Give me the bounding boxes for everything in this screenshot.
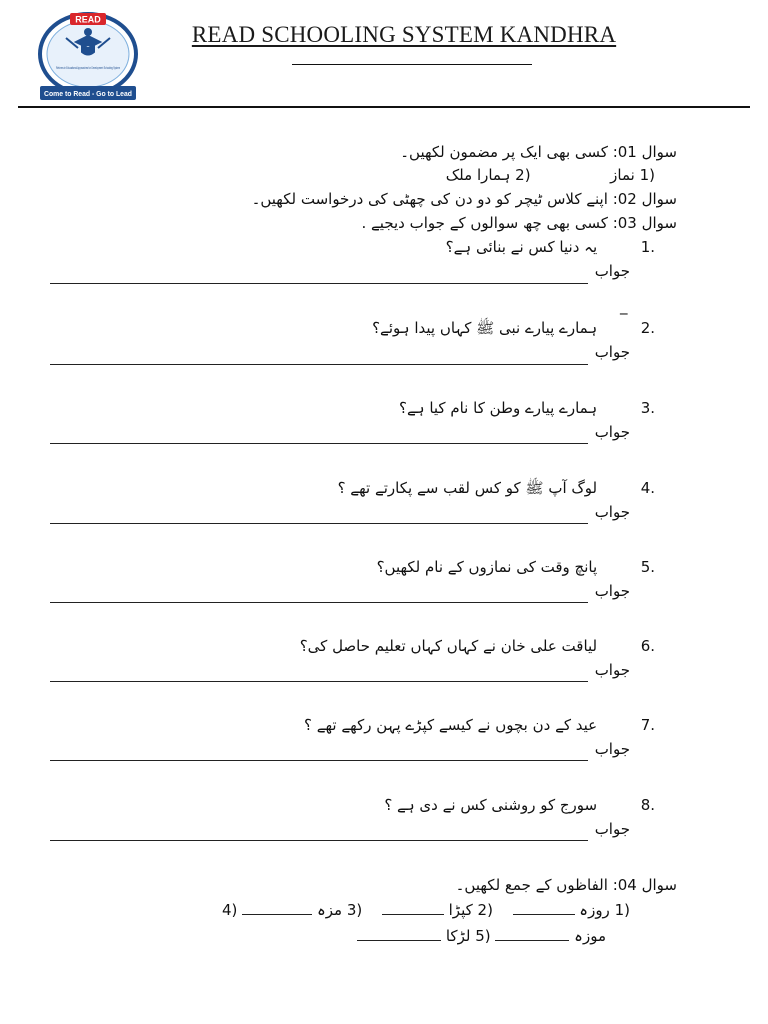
answer-label: جواب <box>594 740 630 758</box>
q3-question <box>446 237 655 257</box>
answer-label: جواب <box>594 582 630 600</box>
answer-line[interactable] <box>50 840 588 841</box>
answer-line[interactable] <box>50 283 588 284</box>
q2-label: سوال 02: <box>612 190 677 208</box>
question-number: 2. <box>640 319 655 337</box>
answer-blank[interactable] <box>242 900 312 915</box>
answer-line[interactable] <box>50 523 588 524</box>
answer-label: جواب <box>594 423 630 441</box>
q3-question <box>377 557 655 577</box>
page-title: READ SCHOOLING SYSTEM KANDHRA <box>191 22 617 47</box>
question-text: یہ دنیا کس نے بنائی ہے؟ <box>445 238 598 256</box>
q3-text: کسی بھی چھ سوالوں کے جواب دیجیے . <box>361 214 608 232</box>
question-number: 7. <box>640 716 655 734</box>
answer-blank[interactable] <box>495 926 569 941</box>
question-text: لیاقت علی خان نے کہاں کہاں تعلیم حاصل کی؟ <box>299 637 598 655</box>
question-number: 1. <box>640 238 655 256</box>
word-number: 4) <box>222 901 238 919</box>
word-number: 3) <box>346 901 363 919</box>
stray-mark: _ <box>620 297 628 315</box>
school-logo <box>38 12 144 104</box>
graduate-head-icon <box>84 28 92 36</box>
q1-label: سوال 01: <box>612 143 677 161</box>
q3-question <box>399 398 655 418</box>
word-text: کپڑا <box>448 901 473 919</box>
question-text: پانچ وقت کی نمازوں کے نام لکھیں؟ <box>376 558 598 576</box>
q3-question <box>300 636 655 656</box>
q4-heading <box>456 875 677 895</box>
q1-option-text: ہمارا ملک <box>445 166 511 184</box>
question-text: ہمارے پیارے نبی ﷺ کہاں پیدا ہوئے؟ <box>372 319 598 337</box>
word-number: 2) <box>477 901 493 919</box>
word-text: موزہ <box>574 927 606 945</box>
q4-text: الفاظوں کے جمع لکھیں۔ <box>455 876 608 894</box>
answer-line[interactable] <box>50 760 588 761</box>
question-text: سورج کو روشنی کس نے دی ہے ؟ <box>384 796 598 814</box>
q3-question <box>384 795 655 815</box>
q4-words-row-1 <box>222 900 630 920</box>
answer-blank[interactable] <box>357 926 441 941</box>
logo-banner-text: Come to Read - Go to Lead <box>44 89 133 98</box>
answer-label: جواب <box>594 503 630 521</box>
answer-line[interactable] <box>50 443 588 444</box>
q1-option-num: 2) <box>515 166 531 184</box>
answer-blank[interactable] <box>513 900 575 915</box>
question-number: 3. <box>640 399 655 417</box>
question-number: 4. <box>640 479 655 497</box>
q3-question <box>372 318 655 338</box>
answer-line[interactable] <box>50 681 588 682</box>
answer-blank[interactable] <box>382 900 444 915</box>
q4-words-row-2 <box>357 926 606 946</box>
q1-option-num: 1) <box>639 166 655 184</box>
q3-question <box>338 478 655 498</box>
q2-heading <box>252 189 677 209</box>
header-divider <box>18 106 750 108</box>
q3-question <box>304 715 655 735</box>
word-text: لڑکا <box>445 927 471 945</box>
title-rule <box>292 64 532 65</box>
question-number: 8. <box>640 796 655 814</box>
question-text: لوگ آپ ﷺ کو کس لقب سے پکارتے تھے ؟ <box>337 479 598 497</box>
question-number: 6. <box>640 637 655 655</box>
q1-text: کسی بھی ایک پر مضمون لکھیں۔ <box>400 143 608 161</box>
answer-label: جواب <box>594 820 630 838</box>
answer-label: جواب <box>594 343 630 361</box>
answer-label: جواب <box>594 262 630 280</box>
logo-top-text: READ <box>75 14 101 25</box>
answer-line[interactable] <box>50 602 588 603</box>
q4-label: سوال 04: <box>612 876 677 894</box>
question-text: ہمارے پیارے وطن کا نام کیا ہے؟ <box>399 399 598 417</box>
question-number: 5. <box>640 558 655 576</box>
answer-line[interactable] <box>50 364 588 365</box>
q2-text: اپنے کلاس ٹیچر کو دو دن کی چھٹی کی درخواست لکھیں۔ <box>251 190 608 208</box>
q1-options <box>446 165 655 185</box>
q1-heading <box>400 142 677 162</box>
answer-label: جواب <box>594 661 630 679</box>
q1-option-text: نماز <box>610 166 635 184</box>
word-text: مزہ <box>316 901 343 919</box>
word-number: 1) <box>614 901 630 919</box>
q3-label: سوال 03: <box>612 214 677 232</box>
question-text: عید کے دن بچوں نے کیسے کپڑے پہن رکھے تھے ؟ <box>304 716 598 734</box>
logo-middle-text: Reforms in Educational Approaches for Development Schooling System <box>56 66 121 70</box>
word-text: روزہ <box>579 901 610 919</box>
word-number: 5) <box>475 927 491 945</box>
q3-heading <box>361 213 677 233</box>
